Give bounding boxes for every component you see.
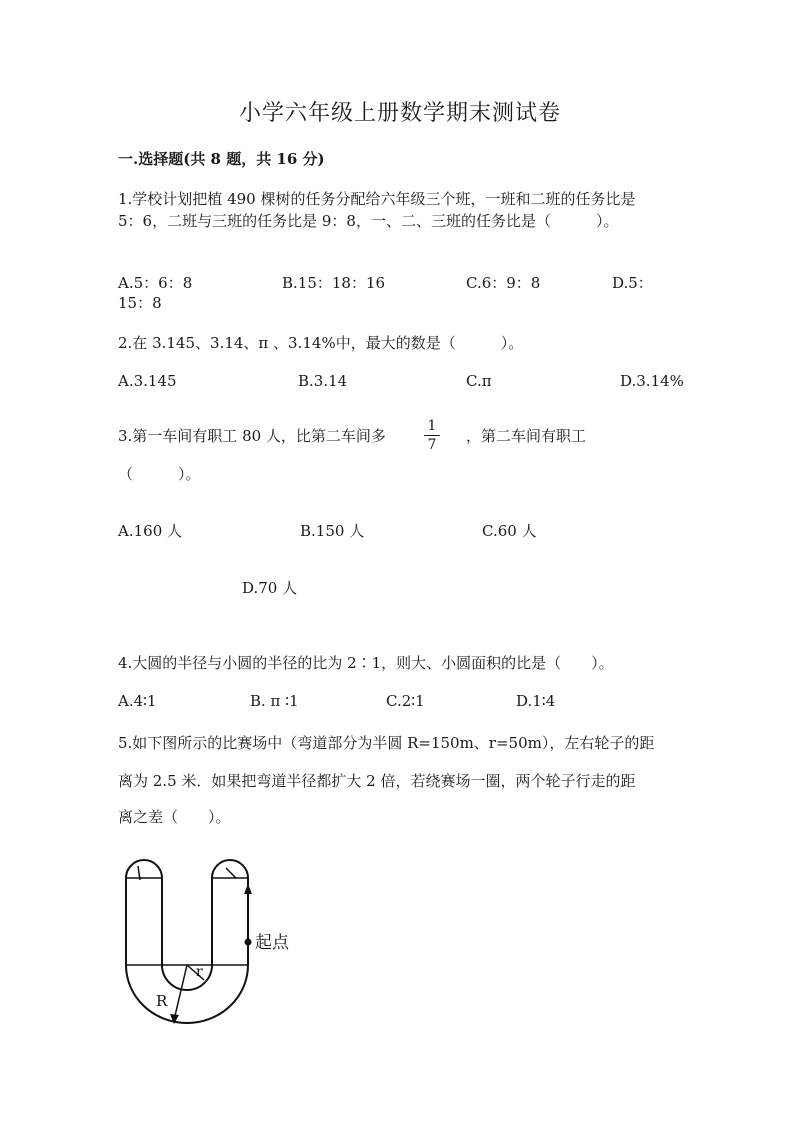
q3-option-b: B.150 人 — [300, 522, 365, 540]
page-title: 小学六年级上册数学期末测试卷 — [238, 101, 561, 126]
direction-arrow-head — [244, 884, 252, 894]
q3-fraction-denominator: 7 — [427, 437, 437, 453]
q4-option-b: B. π ∶1 — [250, 692, 299, 710]
track-inner-bend — [162, 965, 212, 990]
q4-text: 4.大圆的半径与小圆的半径的比为 2∶1，则大、小圆面积的比是（ ）。 — [118, 654, 614, 672]
track-right-arm — [212, 860, 248, 965]
start-label: 起点 — [255, 933, 289, 953]
radius-r-label: r — [196, 964, 203, 980]
q1-option-c: C.6：9：8 — [466, 274, 541, 292]
q4-option-d: D.1∶4 — [516, 692, 556, 710]
q1-text-line2: 5：6，二班与三班的任务比是 9：8，一、二、三班的任务比是（ ）。 — [118, 212, 619, 230]
q2-option-c: C.π — [466, 372, 492, 390]
q4-option-c: C.2∶1 — [386, 692, 425, 710]
q1-option-a: A.5：6：8 — [118, 274, 193, 292]
q3-text-line2: （ ）。 — [118, 465, 201, 483]
q3-option-d: D.70 人 — [242, 579, 298, 597]
q1-option-d-continued: 15：8 — [118, 294, 162, 312]
q2-option-b: B.3.14 — [298, 372, 348, 390]
q3-text-line1-part1: 3.第一车间有职工 80 人，比第二车间多 — [118, 427, 386, 445]
q5-text-line1: 5.如下图所示的比赛场中（弯道部分为半圆 R=150m、r=50m），左右轮子的距 — [118, 734, 655, 752]
radius-R-line — [174, 965, 187, 1020]
q5-text-line3: 离之差（ ）。 — [118, 808, 231, 826]
radius-R-label: R — [156, 992, 168, 1010]
q3-fraction — [422, 418, 442, 453]
q3-fraction-numerator: 1 — [427, 418, 437, 434]
track-diagram — [118, 850, 308, 1035]
q1-option-d: D.5： — [612, 274, 653, 292]
q1-text-line1: 1.学校计划把植 490 棵树的任务分配给六年级三个班，一班和二班的任务比是 — [118, 190, 636, 208]
q3-option-c: C.60 人 — [482, 522, 537, 540]
q3-text-line1-part2: ，第二车间有职工 — [466, 427, 587, 445]
q4-option-a: A.4∶1 — [118, 692, 157, 710]
q2-option-d: D.3.14% — [620, 372, 684, 390]
q5-text-line2: 离为 2.5 米．如果把弯道半径都扩大 2 倍，若绕赛场一圈，两个轮子行走的距 — [118, 772, 636, 790]
q3-option-a: A.160 人 — [118, 522, 182, 540]
track-left-arm — [126, 860, 162, 965]
right-cap-marker — [226, 868, 236, 878]
q2-option-a: A.3.145 — [118, 372, 177, 390]
section-heading: 一.选择题(共 8 题，共 16 分) — [118, 150, 325, 168]
start-point-dot — [245, 939, 252, 946]
q2-text: 2.在 3.145、3.14、π 、3.14%中，最大的数是（ ）。 — [118, 334, 524, 352]
track-outer-bend — [126, 965, 248, 1023]
q1-option-b: B.15：18：16 — [282, 274, 386, 292]
q3-fraction-bar — [424, 435, 440, 436]
